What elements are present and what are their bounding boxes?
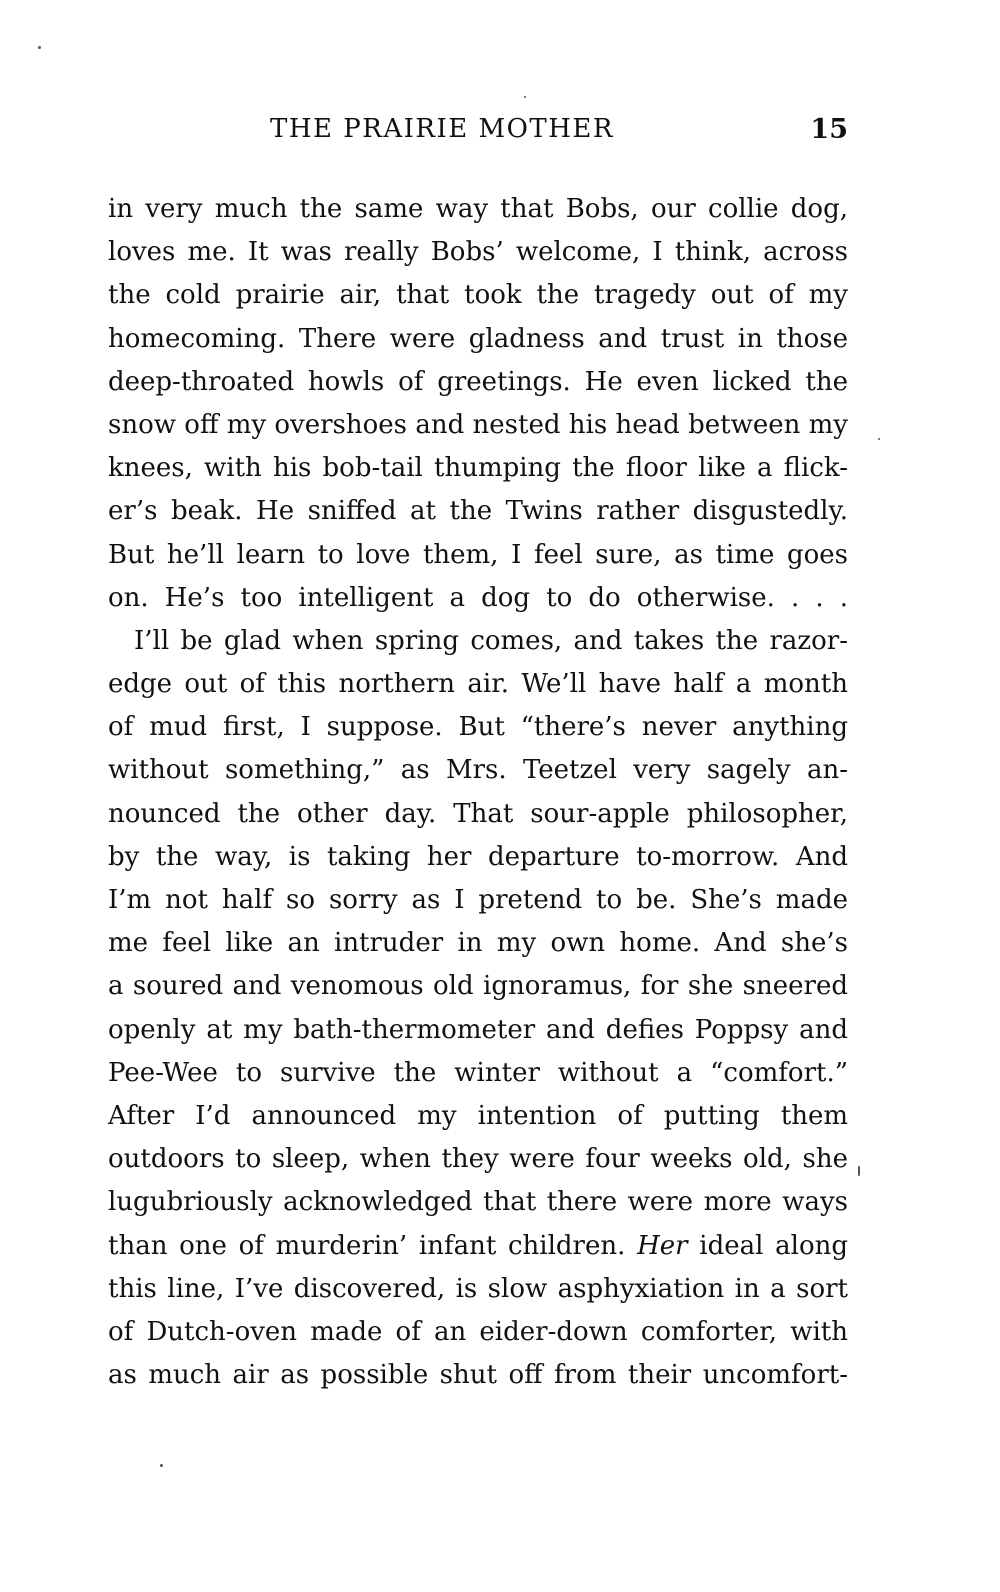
text-line: in very much the same way that Bobs, our collie dog, (108, 194, 848, 224)
text-line: knees, with his bob-tail thumping the floor like a flick- (108, 453, 848, 484)
text-line: by the way, is taking her departure to-morrow. And (108, 841, 848, 872)
text-line: me feel like an intruder in my own home. And she’s (108, 928, 848, 959)
text-line: of mud first, I suppose. But “there’s never anything (108, 712, 848, 743)
scan-speck (524, 96, 526, 98)
scan-speck (160, 1464, 163, 1467)
text-line: lugubriously acknowledged that there were more ways (108, 1187, 848, 1218)
text-line: loves me. It was really Bobs’ welcome, I think, across (108, 237, 848, 268)
page-header (108, 114, 848, 154)
body-text (108, 188, 848, 1397)
text-segment: than one of murderin’ infant children. (108, 1230, 626, 1261)
text-line: After I’d announced my intention of putting them (108, 1100, 848, 1131)
text-line: snow off my overshoes and nested his head between my (108, 409, 848, 440)
text-line: homecoming. There were gladness and trust in those (108, 323, 848, 354)
text-line: a soured and venomous old ignoramus, for she sneered (108, 971, 848, 1002)
text-line: as much air as possible shut off from their uncomfort- (108, 1360, 848, 1391)
text-line: openly at my bath-thermometer and defies Poppsy and (108, 1014, 848, 1045)
running-title: THE PRAIRIE MOTHER (270, 114, 614, 144)
text-line-with-italic (108, 1225, 848, 1268)
text-line: the cold prairie air, that took the tragedy out of my (108, 280, 848, 311)
text-line: deep-throated howls of greetings. He even licked the (108, 366, 848, 397)
scan-speck (38, 46, 41, 49)
text-line: without something,” as Mrs. Teetzel very sagely an- (108, 755, 848, 786)
text-line: Pee-Wee to survive the winter without a “comfort.” (108, 1057, 848, 1088)
text-line: this line, I’ve discovered, is slow asphyxiation in a sort (108, 1273, 848, 1304)
text-line: nounced the other day. That sour-apple philosopher, (108, 798, 848, 829)
text-line: of Dutch-oven made of an eider-down comforter, with (108, 1316, 848, 1347)
page-number: 15 (810, 114, 848, 145)
text-line: edge out of this northern air. We’ll have half a month (108, 669, 848, 700)
italic-emphasis: Her (637, 1230, 688, 1261)
text-segment: ideal along (699, 1230, 848, 1261)
text-line: But he’ll learn to love them, I feel sure, as time goes (108, 539, 848, 570)
paragraph-start-line: I’ll be glad when spring comes, and takes the razor- (134, 625, 848, 656)
scan-speck (858, 1166, 860, 1176)
text-line: er’s beak. He sniffed at the Twins rather disgustedly. (108, 496, 848, 527)
text-line: on. He’s too intelligent a dog to do otherwise. . . . (108, 582, 848, 613)
text-line: outdoors to sleep, when they were four weeks old, she (108, 1144, 848, 1175)
scan-speck (878, 438, 880, 440)
text-line: I’m not half so sorry as I pretend to be. She’s made (108, 885, 848, 915)
